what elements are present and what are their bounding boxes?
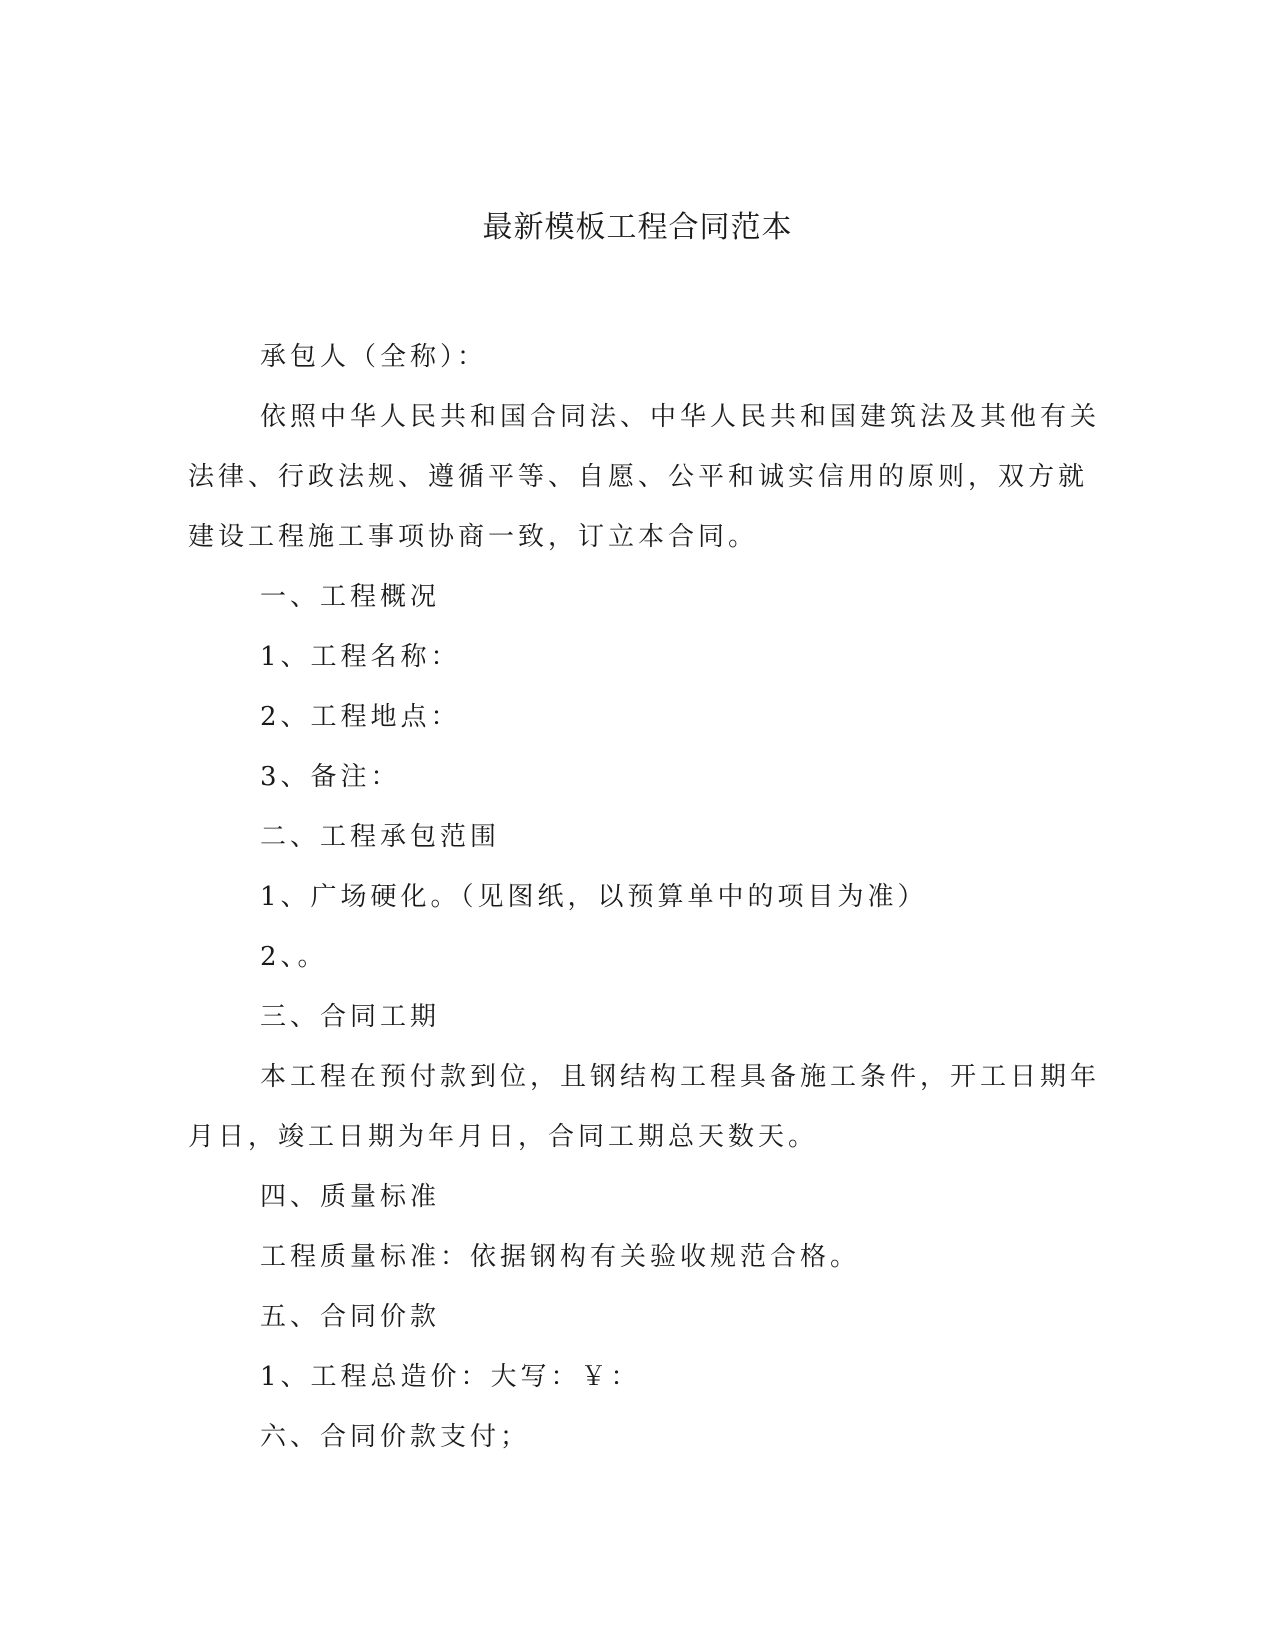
section-item: 1、广场硬化。（见图纸，以预算单中的项目为准） bbox=[260, 882, 928, 912]
intro-line: 依照中华人民共和国合同法、中华人民共和国建筑法及其他有关 bbox=[260, 402, 1101, 432]
section-heading: 五、合同价款 bbox=[260, 1302, 441, 1332]
section-heading: 六、合同价款支付； bbox=[260, 1422, 531, 1452]
schedule-paragraph bbox=[188, 1047, 1101, 1167]
section-item: 2、。 bbox=[260, 942, 328, 972]
section-item: 2、工程地点： bbox=[260, 702, 461, 732]
total-price-text: 1、工程总造价：大写：￥： bbox=[260, 1362, 641, 1392]
section-heading: 一、工程概况 bbox=[260, 582, 441, 612]
intro-line: 法律、行政法规、遵循平等、自愿、公平和诚实信用的原则，双方就 bbox=[188, 462, 1089, 492]
document-title: 最新模板工程合同范本 bbox=[482, 210, 793, 245]
section-heading: 四、质量标准 bbox=[260, 1182, 441, 1212]
document-body bbox=[188, 327, 1101, 1467]
section-heading: 三、合同工期 bbox=[260, 1002, 441, 1032]
section-item: 3、备注： bbox=[260, 762, 401, 792]
contractor-label: 承包人（全称）： bbox=[260, 342, 488, 372]
section-heading: 二、工程承包范围 bbox=[260, 822, 501, 852]
section-item: 1、工程名称： bbox=[260, 642, 461, 672]
intro-line: 建设工程施工事项协商一致，订立本合同。 bbox=[188, 522, 759, 552]
quality-standard-text: 工程质量标准：依据钢构有关验收规范合格。 bbox=[260, 1242, 861, 1272]
schedule-line: 月日，竣工日期为年月日，合同工期总天数天。 bbox=[188, 1122, 819, 1152]
schedule-line: 本工程在预付款到位，且钢结构工程具备施工条件，开工日期年 bbox=[260, 1062, 1101, 1092]
intro-paragraph bbox=[188, 387, 1101, 567]
